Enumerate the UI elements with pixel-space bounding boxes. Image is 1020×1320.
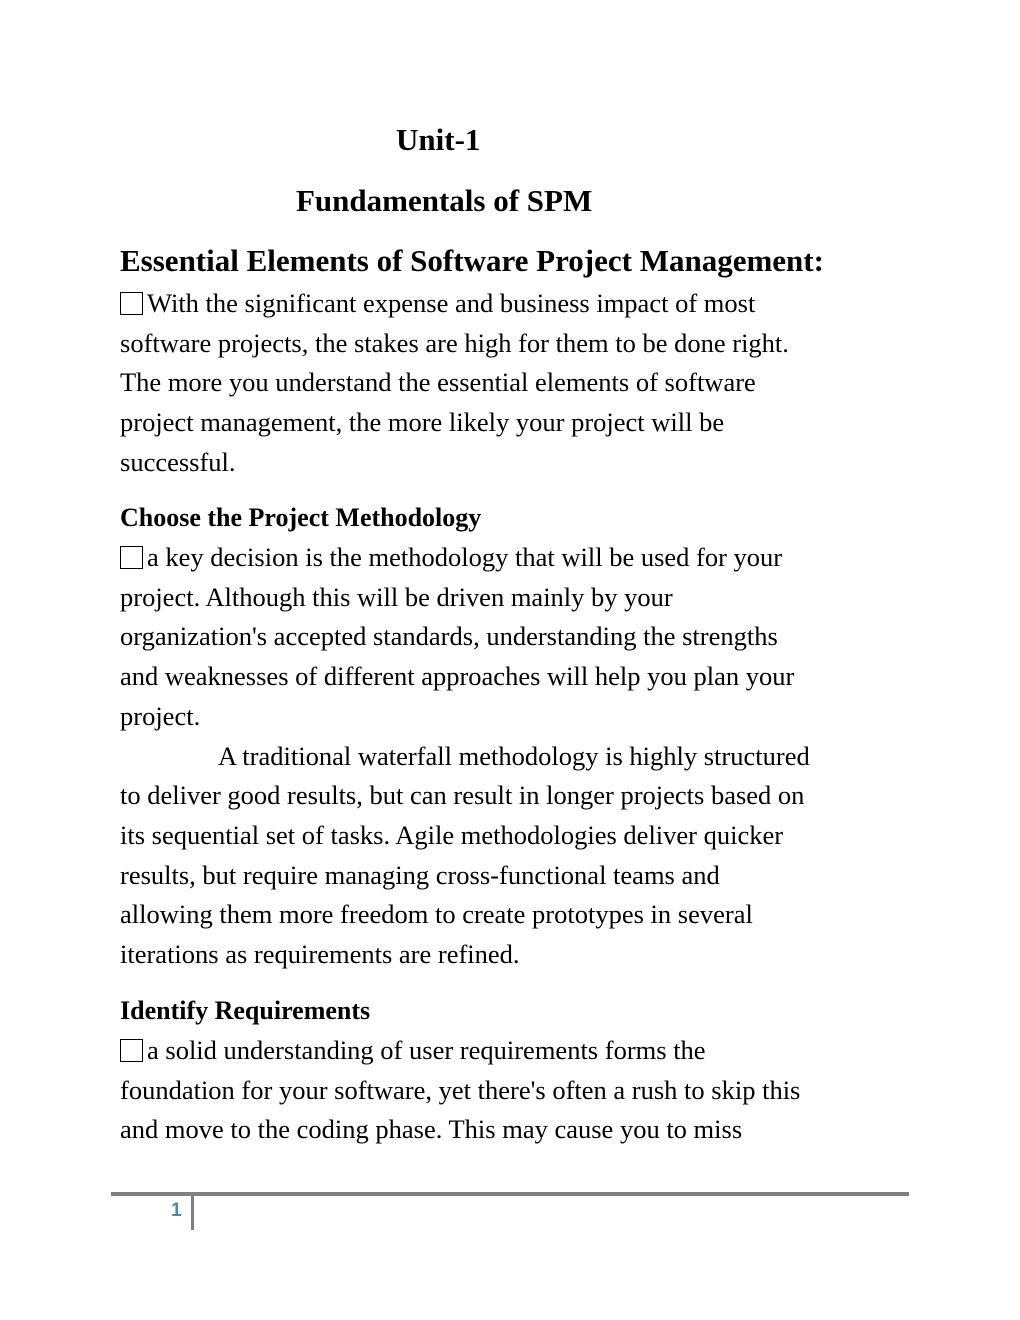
text-line: project. Although this will be driven mainly by your — [120, 581, 673, 612]
footer-divider — [191, 1194, 194, 1230]
footer-rule — [111, 1192, 909, 1196]
text-line: its sequential set of tasks. Agile methodologies deliver quicker — [120, 819, 784, 850]
text-line: With the significant expense and business impact of most — [120, 284, 789, 324]
text-line: results, but require managing cross-functional teams and — [120, 859, 720, 890]
text-line: software projects, the stakes are high for them to be done right. — [120, 327, 789, 358]
requirements-paragraph — [120, 1031, 800, 1150]
requirements-heading: Identify Requirements — [120, 996, 371, 1025]
text-line: a key decision is the methodology that will be used for your — [120, 538, 810, 578]
text-line: a solid understanding of user requirements forms the — [120, 1031, 800, 1071]
text-line: successful. — [120, 446, 236, 477]
text-line: project. — [120, 700, 201, 731]
square-bullet-icon — [120, 1039, 143, 1062]
text-line: and move to the coding phase. This may cause you to miss — [120, 1114, 743, 1145]
subject-title: Fundamentals of SPM — [296, 183, 593, 218]
square-bullet-icon — [120, 546, 143, 569]
unit-title: Unit-1 — [396, 122, 481, 157]
text-line: allowing them more freedom to create prototypes in several — [120, 899, 753, 930]
methodology-heading: Choose the Project Methodology — [120, 503, 482, 532]
text-line: iterations as requirements are refined. — [120, 939, 520, 970]
text-line: project management, the more likely your project will be — [120, 407, 725, 438]
section-heading: Essential Elements of Software Project Management: — [120, 243, 824, 278]
text-line: foundation for your software, yet there's often a rush to skip this — [120, 1074, 801, 1105]
text-line: A traditional waterfall methodology is highly structured — [218, 740, 810, 771]
page-number: 1 — [171, 1200, 182, 1221]
text-line: to deliver good results, but can result in longer projects based on — [120, 780, 805, 811]
text-line: The more you understand the essential elements of software — [120, 367, 756, 398]
intro-paragraph — [120, 284, 789, 483]
square-bullet-icon — [120, 292, 143, 315]
methodology-paragraph — [120, 538, 810, 975]
text-line: organization's accepted standards, understanding the strengths — [120, 621, 778, 652]
text-line: and weaknesses of different approaches will help you plan your — [120, 661, 795, 692]
